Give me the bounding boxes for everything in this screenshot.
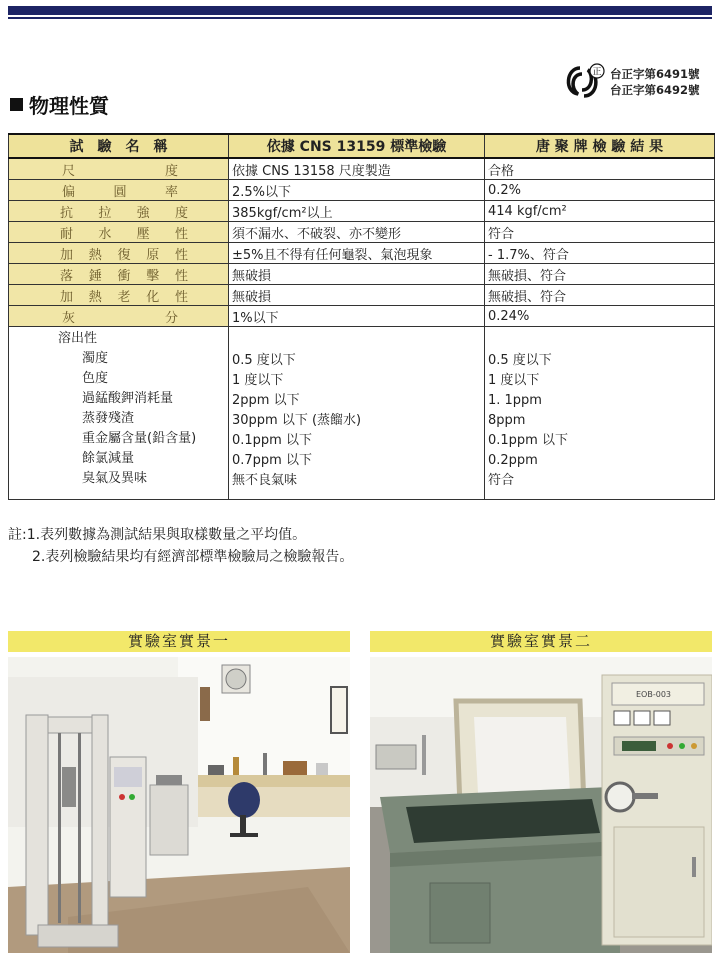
table-row: [9, 222, 715, 243]
dissolution-item: 餘氯減量: [82, 451, 135, 466]
dissolution-result: 1 度以下: [488, 373, 540, 388]
row-standard: 須不漏水、不破裂、亦不變形: [229, 222, 485, 243]
row-name: 尺 度: [62, 163, 179, 179]
row-result: 414 kgf/cm²: [485, 201, 715, 222]
top-navy-bar: [8, 6, 712, 15]
dissolution-standard: 1 度以下: [232, 373, 284, 388]
section-title: 物理性質: [29, 94, 109, 118]
dissolution-result: 0.1ppm 以下: [488, 433, 568, 448]
dissolution-names: [9, 327, 229, 500]
dissolution-item: 臭氣及異味: [82, 471, 148, 486]
physical-properties-table: [8, 133, 715, 500]
dissolution-result: 0.2ppm: [488, 453, 538, 468]
dissolution-standard: 0.5 度以下: [232, 353, 296, 368]
photo-2-title: 實驗室實景二: [370, 631, 712, 652]
cns-logo-mark: 正: [592, 67, 602, 78]
row-name: 偏 圓 率: [62, 184, 179, 200]
row-name: 落 錘 衝 擊 性: [60, 268, 189, 284]
row-result: 符合: [485, 222, 715, 243]
footnotes: [8, 524, 353, 568]
dissolution-standards: [229, 327, 485, 500]
row-result: - 1.7%、符合: [485, 243, 715, 264]
lab-photo-1: [8, 657, 350, 953]
dissolution-standard: 0.7ppm 以下: [232, 453, 312, 468]
dissolution-standard: 無不良氣味: [232, 473, 298, 488]
header-test-name: 試 驗 名 稱: [9, 134, 229, 158]
row-name: 灰 分: [62, 310, 179, 326]
panel-label: EOB-003: [636, 690, 671, 699]
top-navy-line: [8, 17, 712, 19]
square-bullet-icon: [10, 98, 23, 111]
dissolution-result: 1. 1ppm: [488, 393, 542, 408]
row-result: 合格: [485, 158, 715, 180]
row-name: 耐 水 壓 性: [60, 226, 189, 242]
dissolution-results: [485, 327, 715, 500]
row-result: 0.24%: [485, 306, 715, 327]
dissolution-standard: 0.1ppm 以下: [232, 433, 312, 448]
certification-block: [560, 62, 700, 102]
dissolution-item: 重金屬含量(鉛含量): [82, 431, 197, 446]
dissolution-item: 色度: [82, 371, 109, 386]
row-standard: 1%以下: [229, 306, 485, 327]
row-standard: 無破損: [229, 264, 485, 285]
dissolution-standard: 2ppm 以下: [232, 393, 300, 408]
row-name: 加 熱 老 化 性: [60, 289, 189, 305]
photo-1-title: 實驗室實景一: [8, 631, 350, 652]
note-2: 2.表列檢驗結果均有經濟部標準檢驗局之檢驗報告。: [32, 549, 354, 565]
table-row: [9, 243, 715, 264]
section-heading: [10, 90, 109, 119]
row-standard: 依據 CNS 13158 尺度製造: [229, 158, 485, 180]
row-standard: 2.5%以下: [229, 180, 485, 201]
row-result: 0.2%: [485, 180, 715, 201]
lab-photo-2: [370, 657, 712, 953]
table-row: [9, 285, 715, 306]
table-row: [9, 180, 715, 201]
note-1: 註:1.表列數據為測試結果與取樣數量之平均值。: [8, 527, 307, 543]
row-standard: 385kgf/cm²以上: [229, 201, 485, 222]
dissolution-standard: 30ppm 以下 (蒸餾水): [232, 413, 362, 428]
table-header-row: [9, 134, 715, 158]
row-name: 加 熱 復 原 性: [60, 247, 189, 263]
lab-scene-1-illustration: [8, 657, 350, 953]
dissolution-title: 溶出性: [58, 331, 98, 346]
table-row: [9, 306, 715, 327]
dissolution-item: 濁度: [82, 351, 109, 366]
row-result: 無破損、符合: [485, 264, 715, 285]
dissolution-result: 8ppm: [488, 413, 526, 428]
cert-line-2: 台正字第6492號: [610, 83, 700, 97]
cns-logo-icon: [560, 62, 606, 102]
row-standard: 無破損: [229, 285, 485, 306]
table-row: [9, 264, 715, 285]
lab-scene-2-illustration: [370, 657, 712, 953]
row-name: 抗 拉 強 度: [60, 205, 189, 221]
dissolution-result: 0.5 度以下: [488, 353, 552, 368]
dissolution-result: 符合: [488, 473, 515, 488]
header-result: 唐 聚 牌 檢 驗 結 果: [485, 134, 715, 158]
header-standard: 依據 CNS 13159 標準檢驗: [229, 134, 485, 158]
dissolution-item: 過錳酸鉀消耗量: [82, 391, 174, 406]
row-result: 無破損、符合: [485, 285, 715, 306]
dissolution-item: 蒸發殘渣: [82, 411, 135, 426]
cert-line-1: 台正字第6491號: [610, 67, 700, 81]
dissolution-row: [9, 327, 715, 500]
row-standard: ±5%且不得有任何龜裂、氣泡現象: [229, 243, 485, 264]
table-row: [9, 158, 715, 180]
table-row: [9, 201, 715, 222]
